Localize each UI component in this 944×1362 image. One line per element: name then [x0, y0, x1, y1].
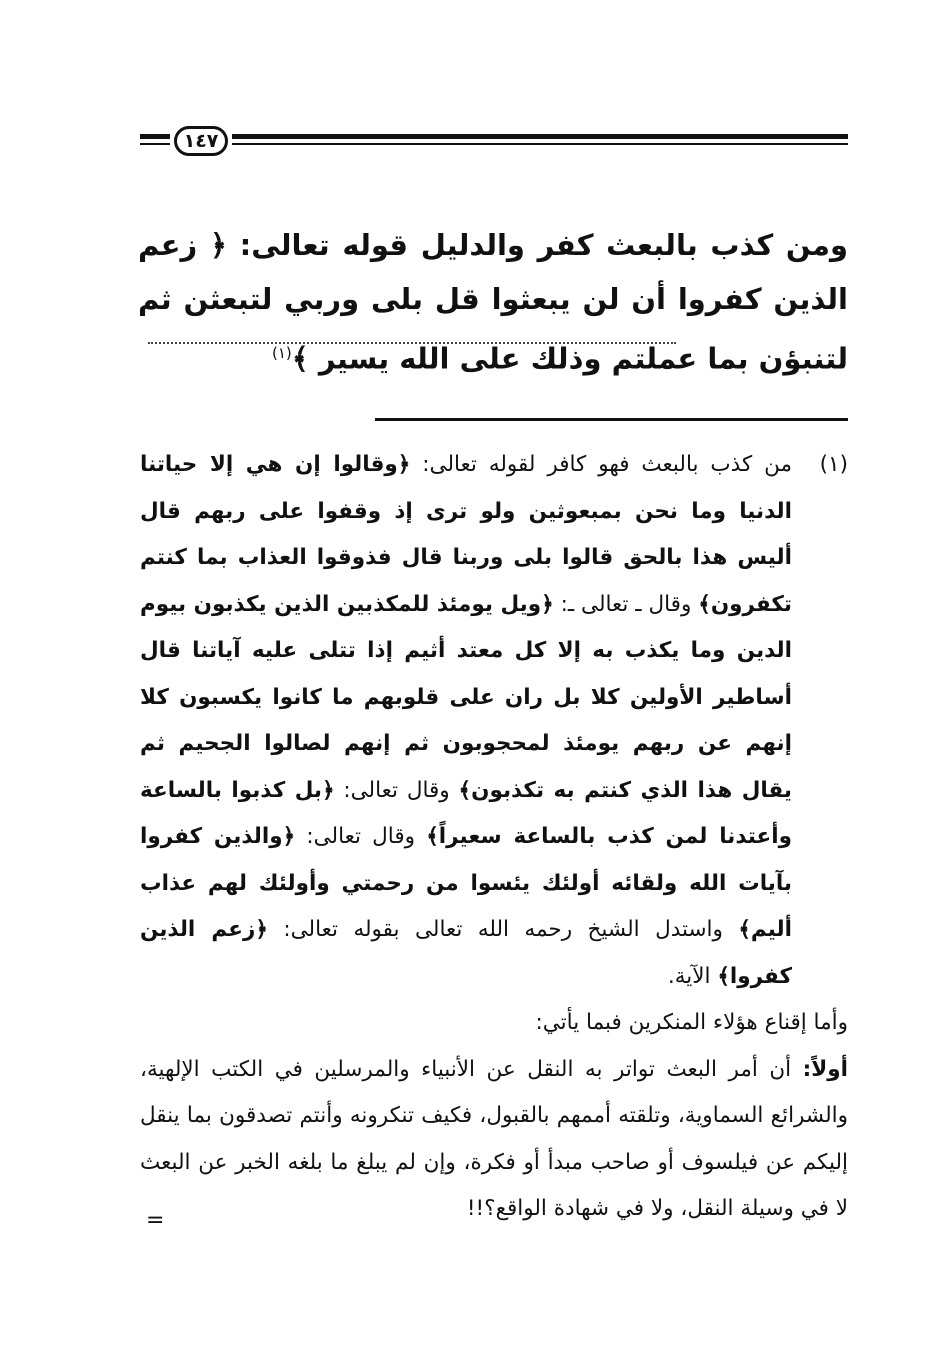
footnote-seg-6: وقال تعالى: — [295, 824, 427, 849]
footnotes-section — [140, 442, 848, 1233]
header-rule-thin — [232, 143, 848, 145]
footnote-separator — [375, 418, 848, 421]
page-number: ١٤٧ — [174, 126, 228, 156]
main-paragraph — [138, 218, 848, 386]
footnote-seg-1: ﴿وقالوا إن هي إلا حياتنا الدنيا وما نحن بمبعوثين ولو ترى إذ وقفوا على ربهم قال أليس هذا بالحق قالوا بلى وربنا قال فذوقوا العذاب بما كنتم تكفرون﴾ — [140, 452, 792, 617]
main-paragraph-text: ومن كذب بالبعث كفر والدليل قوله تعالى: ﴿ زعم الذين كفروا أن لن يبعثوا قل بلى وربي لتبعثن ثم لتنبؤن بما عملتم وذلك على الله يسير ﴾ — [138, 228, 848, 376]
footnote-seg-7: ﴿والذين كفروا بآيات الله ولقائه أولئك يئسوا من رحمتي وأولئك لهم عذاب أليم﴾ — [140, 824, 792, 942]
page-header — [140, 126, 848, 160]
footnote-seg-4: وقال تعالى: — [334, 777, 459, 803]
footnote-marker: (١) — [819, 452, 848, 477]
continuation-intro: وأما إقناع هؤلاء المنكرين فبما يأتي: — [535, 1010, 848, 1035]
continuation-mark: = — [146, 1208, 165, 1233]
header-rule-thick — [232, 134, 848, 139]
footnote-seg-2: وقال ـ تعالى ـ: — [553, 591, 699, 617]
point-text: أن أمر البعث تواتر به النقل عن الأنبياء والمرسلين في الكتب الإلهية، والشرائع السماوية، وتلقته أممهم بالقبول، فكيف تنكرونه وأنتم تصدقون بما ينقل إليكم عن فيلسوف أو صاحب مبدأ أو فكرة، وإن لم يبلغ ما بلغه الخبر عن البعث لا في وسيلة النقل، ولا في شهادة الواقع؟!! — [140, 1056, 848, 1221]
header-rule-left-thin — [140, 143, 170, 145]
footnote-item — [140, 442, 848, 1000]
footnote-seg-3: ﴿ويل يومئذ للمكذبين الذين يكذبون بيوم الدين وما يكذب به إلا كل معتد أثيم إذا تتلى عليه آياتنا قال أساطير الأولين كلا بل ران على قلوبهم ما كانوا يكسبون كلا إنهم عن ربهم يومئذ لمحجوبون ثم إنهم لصالوا الجحيم ثم يقال هذا الذي كنتم به تكذبون﴾ — [140, 591, 792, 803]
footnote-reference: (١) — [272, 344, 292, 362]
footnote-seg-9: ﴿زعم الذين كفروا﴾ — [140, 917, 792, 989]
continuation-point-1 — [140, 1047, 848, 1233]
dotted-leader — [148, 342, 676, 344]
footnote-seg-8: واستدل الشيخ رحمه الله تعالى بقوله تعالى: — [267, 917, 739, 942]
footnote-seg-10: الآية. — [667, 963, 718, 989]
footnote-seg-5: ﴿بل كذبوا بالساعة وأعتدنا لمن كذب بالساعة سعيراً﴾ — [140, 777, 792, 849]
footnote-seg-0: من كذب بالبعث فهو كافر لقوله تعالى: — [410, 452, 792, 477]
point-label: أولاً: — [802, 1056, 848, 1082]
header-rule-left — [140, 134, 170, 139]
